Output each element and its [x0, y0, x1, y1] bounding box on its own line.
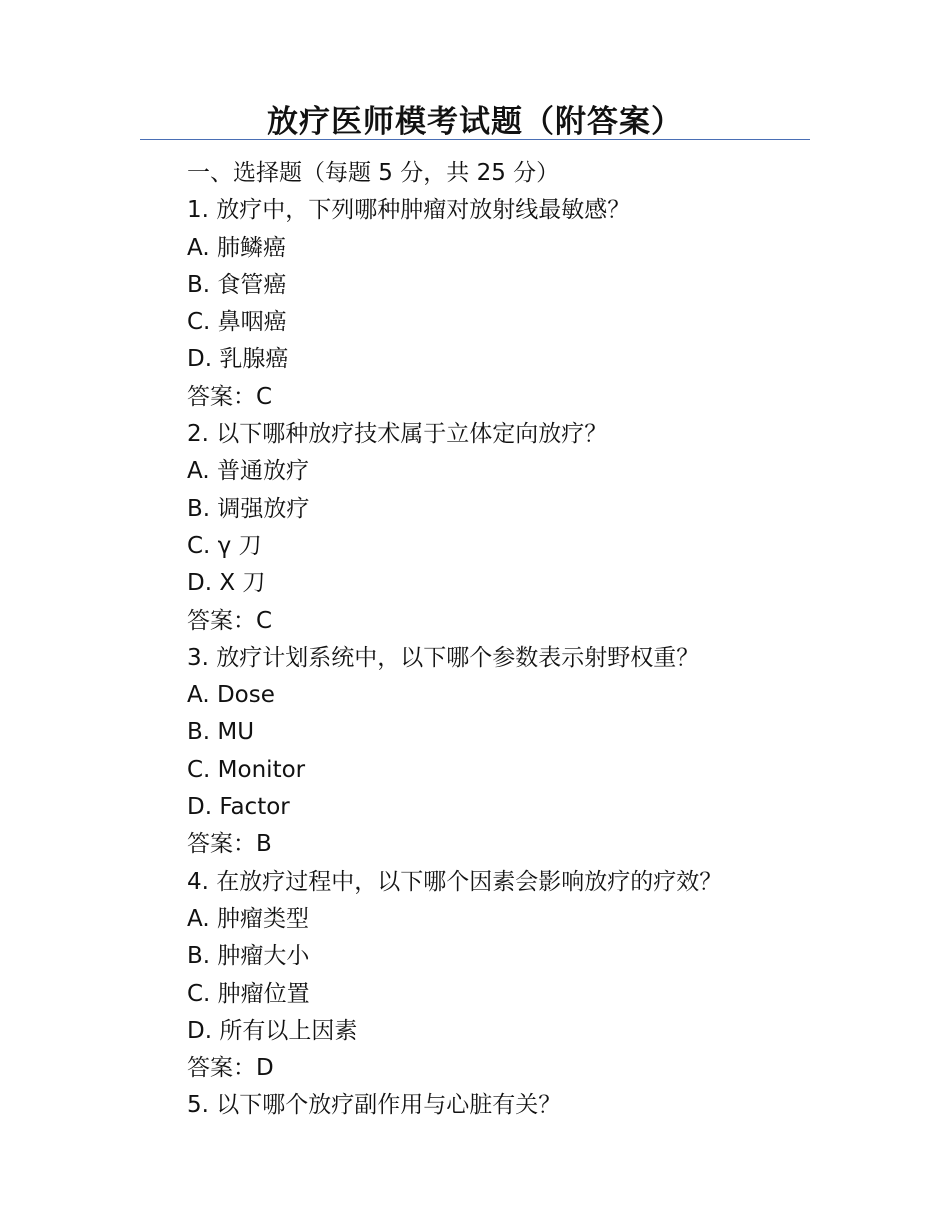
option-d: D. Factor — [187, 794, 290, 821]
answer-text: 答案：C — [187, 607, 273, 634]
document-body — [187, 155, 807, 1125]
document-title: 放疗医师模考试题（附答案） — [267, 104, 683, 140]
option-a: A. Dose — [187, 682, 275, 709]
option-d: D. X 刀 — [187, 570, 266, 597]
section-heading: 一、选择题（每题 5 分，共 25 分） — [187, 160, 560, 186]
option-a: A. 肿瘤类型 — [187, 905, 309, 932]
question-text: 5. 以下哪个放疗副作用与心脏有关？ — [187, 1092, 562, 1119]
question-text: 2. 以下哪种放疗技术属于立体定向放疗？ — [187, 421, 608, 448]
answer-text: 答案：B — [187, 831, 272, 858]
option-a: A. 普通放疗 — [187, 458, 309, 485]
question-block — [187, 864, 807, 1088]
option-d: D. 乳腺癌 — [187, 346, 289, 373]
answer-text: 答案：D — [187, 1055, 274, 1082]
answer-text: 答案：C — [187, 383, 273, 410]
question-block — [187, 1087, 807, 1124]
question-text: 4. 在放疗过程中，以下哪个因素会影响放疗的疗效？ — [187, 868, 723, 895]
option-d: D. 所有以上因素 — [187, 1017, 358, 1044]
option-b: B. 调强放疗 — [187, 495, 310, 522]
option-b: B. MU — [187, 719, 255, 746]
option-c: C. γ 刀 — [187, 532, 262, 559]
option-b: B. 食管癌 — [187, 271, 287, 298]
option-c: C. Monitor — [187, 756, 306, 783]
question-text: 1. 放疗中，下列哪种肿瘤对放射线最敏感？ — [187, 197, 631, 224]
question-text: 3. 放疗计划系统中，以下哪个参数表示射野权重？ — [187, 644, 700, 671]
option-c: C. 鼻咽癌 — [187, 309, 287, 336]
question-block — [187, 192, 807, 416]
question-block — [187, 640, 807, 864]
question-block — [187, 416, 807, 640]
title-underline — [140, 139, 810, 140]
option-c: C. 肿瘤位置 — [187, 980, 310, 1007]
option-b: B. 肿瘤大小 — [187, 943, 310, 970]
option-a: A. 肺鳞癌 — [187, 234, 286, 261]
